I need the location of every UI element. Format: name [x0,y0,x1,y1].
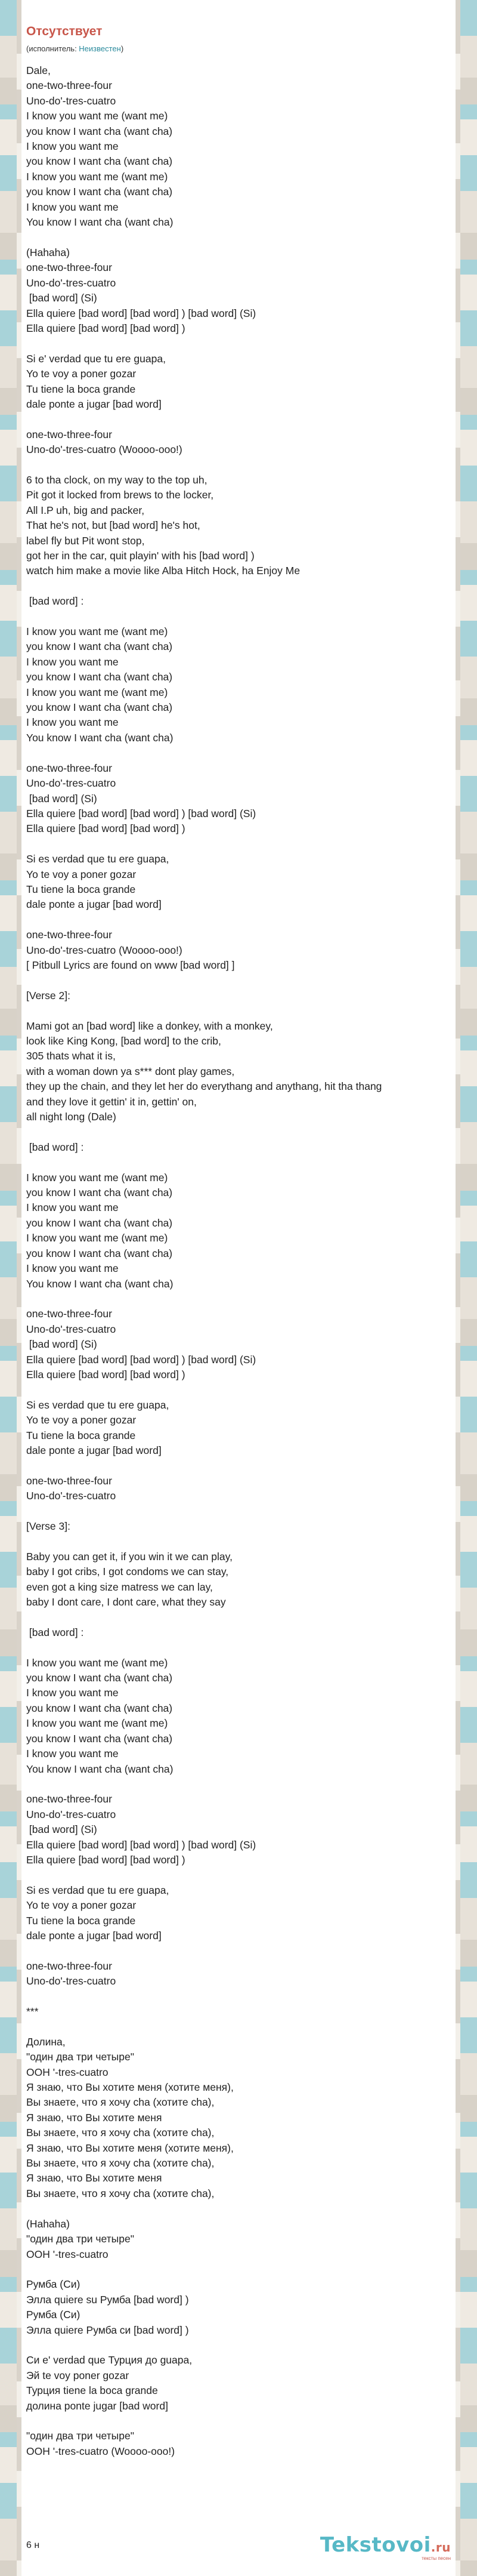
lyrics-blank-line [26,745,451,760]
lyrics-line: dale ponte a jugar [bad word] [26,1444,162,1456]
artist-suffix: ) [120,44,124,53]
lyrics-line: you know I want cha (want cha) [26,671,173,683]
lyrics-line: Румба (Си) [26,2278,80,2291]
lyrics-line: Вы знаете, что я хочу cha (хотите cha), [26,2157,215,2170]
right-inner-border [456,0,460,2576]
lyrics-line: one-two-three-four [26,1308,112,1320]
lyrics-blank-line [26,2338,451,2353]
lyrics-blank-line [26,1292,451,1307]
lyrics-line: you know I want cha (want cha) [26,186,173,198]
lyrics-line: You know I want cha (want cha) [26,1277,174,1290]
lyrics-line: I know you want me [26,1262,119,1275]
lyrics-line: You know I want cha (want cha) [26,731,174,744]
logo-wordmark [320,2534,451,2558]
lyrics-blank-line [26,1124,451,1139]
lyrics-blank-line [26,1640,451,1655]
lyrics-line: one-two-three-four [26,1959,112,1972]
lyrics-line: Yo te voy a poner gozar [26,1899,137,1912]
lyrics-blank-line [26,1155,451,1170]
lyrics-line: one-two-three-four [26,762,112,774]
lyrics-line: [ Pitbull Lyrics are found on www [bad word] ] [26,959,235,971]
lyrics-line: Si e' verdad que tu ere guapa, [26,352,166,365]
lyrics-line: one-two-three-four [26,1793,112,1805]
lyrics-line: Вы знаете, что я хочу cha (хотите cha), [26,2187,215,2199]
lyrics-line: ООН '-tres-cuatro (Woooo-ooo!) [26,2445,175,2457]
lyrics-line: "один два три четыре" [26,2233,134,2245]
lyrics-blank-line [26,1458,451,1473]
lyrics-line: baby I got cribs, I got condoms we can stay, [26,1566,229,1578]
lyrics-line: one-two-three-four [26,261,112,274]
lyrics-line: [bad word] (Si) [26,292,97,304]
lyrics-blank-line [26,336,451,351]
lyrics-line: [bad word] (Si) [26,1338,97,1351]
song-title: Отсутствует [26,24,103,38]
lyrics-line: you know I want cha (want cha) [26,701,173,714]
lyrics-line: (Hahaha) [26,2217,70,2230]
lyrics-line: I know you want me [26,1748,119,1760]
lyrics-blank-line [26,1943,451,1958]
lyrics-line: Uno-do'-tres-cuatro [26,1975,116,1988]
lyrics-line: Я знаю, что Вы хотите меня [26,2172,162,2184]
lyrics-line: all night long (Dale) [26,1111,116,1123]
lyrics-line: you know I want cha (want cha) [26,125,173,137]
lyrics-line: Baby you can get it, if you win it we can play, [26,1550,233,1563]
lyrics-line: baby I dont care, I dont care, what they say [26,1596,226,1609]
lyrics-line: All I.P uh, big and packer, [26,504,145,516]
lyrics-line: Pit got it locked from brews to the locker, [26,489,214,501]
lyrics-line: Ella quiere [bad word] [bad word] ) [26,322,185,334]
lyrics-line: Uno-do'-tres-cuatro [26,276,116,289]
page-count: 6 н [26,2540,40,2550]
lyrics-line: 6 to tha clock, on my way to the top uh, [26,473,207,486]
artist-line [26,44,451,54]
lyrics-line: I know you want me (want me) [26,170,168,183]
lyrics-line: I know you want me (want me) [26,625,168,638]
lyrics-line: [bad word] (Si) [26,1823,97,1836]
lyrics-line: I know you want me [26,1687,119,1699]
lyrics-line: Элла quiere su Румба [bad word] ) [26,2293,189,2306]
lyrics-line: got her in the car, quit playin' with his [bad word] ) [26,550,255,562]
lyrics-line: "один два три четыре" [26,2430,134,2442]
lyrics-blank-line [26,579,451,594]
lyrics-line: Долина, [26,2035,66,2048]
lyrics-line: you know I want cha (want cha) [26,1672,173,1684]
lyrics-line: долина ponte jugar [bad word] [26,2399,168,2412]
lyrics-blank-line [26,837,451,852]
lyrics-line: Uno-do'-tres-cuatro [26,1490,116,1502]
artist-link[interactable]: Неизвестен [79,44,121,53]
lyrics-line: I know you want me (want me) [26,110,168,122]
lyrics-blank-line [26,2262,451,2277]
lyrics-line: Турция tiene la boca grande [26,2384,158,2397]
right-decorative-border [460,0,477,2576]
lyrics-line: Ella quiere [bad word] [bad word] ) [26,1853,185,1866]
lyrics-blank-line [26,913,451,928]
site-logo[interactable] [320,2534,451,2562]
lyrics-line: you know I want cha (want cha) [26,1187,173,1199]
lyrics-line: Uno-do'-tres-cuatro (Woooo-ooo!) [26,443,182,456]
lyrics-line: [bad word] : [26,1626,84,1638]
lyrics-line: ООН '-tres-cuatro [26,2066,109,2078]
lyrics-line: Yo te voy a poner gozar [26,368,137,380]
lyrics-line: Ella quiere [bad word] [bad word] ) [bad word] (Si) [26,807,256,819]
lyrics-blank-line [26,2414,451,2429]
lyrics-blank-line [26,412,451,427]
left-decorative-border [0,0,17,2576]
lyrics-line: I know you want me [26,1201,119,1214]
lyrics-line: *** [26,2005,39,2017]
lyrics-line: Tu tiene la boca grande [26,883,136,895]
lyrics-blank-line [26,2019,451,2034]
lyrics-blank-line [26,2201,451,2216]
lyrics-line: one-two-three-four [26,79,112,92]
lyrics-line: one-two-three-four [26,929,112,941]
lyrics-blank-line [26,458,451,473]
lyrics-line: I know you want me [26,655,119,668]
lyrics-blank-line [26,1868,451,1882]
lyrics-line: 305 thats what it is, [26,1050,116,1062]
lyrics-line: Yo te voy a poner gozar [26,1414,137,1426]
lyrics-line: Uno-do'-tres-cuatro [26,94,116,107]
lyrics-line: you know I want cha (want cha) [26,1216,173,1229]
lyrics-line: I know you want me (want me) [26,686,168,698]
lyrics-line: you know I want cha (want cha) [26,640,173,653]
lyrics-line: You know I want cha (want cha) [26,216,174,229]
lyrics-line: and they love it gettin' it in, gettin' on, [26,1095,197,1108]
lyrics-line: dale ponte a jugar [bad word] [26,898,162,911]
lyrics-line: Si es verdad que tu ere guapa, [26,1398,169,1411]
lyrics-line: Ella quiere [bad word] [bad word] ) [bad word] (Si) [26,1353,256,1366]
page-footer [26,2533,451,2561]
lyrics-line: [bad word] : [26,595,84,608]
lyrics-line: Я знаю, что Вы хотите меня (хотите меня), [26,2081,234,2094]
lyrics-line: Я знаю, что Вы хотите меня [26,2111,162,2124]
lyrics-blank-line [26,609,451,624]
lyrics-line: one-two-three-four [26,1474,112,1487]
artist-prefix: (исполнитель: [26,44,79,53]
lyrics-line: Uno-do'-tres-cuatro (Woooo-ooo!) [26,944,182,956]
lyrics-line: Вы знаете, что я хочу cha (хотите cha), [26,2127,215,2139]
lyrics-line: Si es verdad que tu ere guapa, [26,853,169,865]
lyrics-line: Uno-do'-tres-cuatro [26,1808,116,1820]
left-inner-border [17,0,21,2576]
lyrics-line: Tu tiene la boca grande [26,1914,136,1927]
logo-domain: .ru [430,2540,451,2555]
lyrics-line: I know you want me [26,716,119,729]
lyrics-line: Ella quiere [bad word] [bad word] ) [bad word] (Si) [26,1838,256,1851]
lyrics-line: Элла quiere Румба си [bad word] ) [26,2324,189,2336]
lyrics-line: Si es verdad que tu ere guapa, [26,1884,169,1896]
lyrics-text [26,63,451,2459]
lyrics-line: I know you want me (want me) [26,1717,168,1730]
lyrics-line: you know I want cha (want cha) [26,1247,173,1259]
lyrics-line: ООН '-tres-cuatro [26,2248,109,2260]
lyrics-blank-line [26,1382,451,1397]
lyrics-line: watch him make a movie like Alba Hitch Hock, ha Enjoy Me [26,565,301,577]
lyrics-line: dale ponte a jugar [bad word] [26,1929,162,1942]
lyrics-line: Ella quiere [bad word] [bad word] ) [26,822,185,835]
lyrics-line: Вы знаете, что я хочу cha (хотите cha), [26,2096,215,2109]
lyrics-line: they up the chain, and they let her do everythang and anythang, hit tha thang [26,1080,382,1093]
lyrics-blank-line [26,230,451,245]
lyrics-line: I know you want me [26,201,119,213]
lyrics-line: I know you want me [26,140,119,153]
lyrics-line: I know you want me (want me) [26,1171,168,1184]
lyrics-line: (Hahaha) [26,246,70,258]
lyrics-line: Tu tiene la boca grande [26,1429,136,1441]
lyrics-line: dale ponte a jugar [bad word] [26,398,162,410]
lyrics-blank-line [26,1534,451,1549]
lyrics-blank-line [26,1777,451,1792]
lyrics-line: Tu tiene la boca grande [26,383,136,395]
lyrics-line: "один два три четыре" [26,2051,134,2063]
lyrics-page [26,24,451,2459]
lyrics-line: I know you want me (want me) [26,1232,168,1244]
lyrics-line: [Verse 3]: [26,1520,70,1532]
lyrics-line: even got a king size matress we can lay, [26,1580,213,1593]
lyrics-line: Ella quiere [bad word] [bad word] ) [bad word] (Si) [26,307,256,319]
lyrics-blank-line [26,1504,451,1519]
lyrics-line: you know I want cha (want cha) [26,1702,173,1714]
lyrics-line: I know you want me (want me) [26,1656,168,1669]
lyrics-line: You know I want cha (want cha) [26,1762,174,1775]
lyrics-blank-line [26,1610,451,1625]
lyrics-blank-line [26,1003,451,1018]
lyrics-line: Uno-do'-tres-cuatro [26,777,116,790]
lyrics-line: look like King Kong, [bad word] to the crib, [26,1035,221,1047]
lyrics-blank-line [26,1989,451,2004]
lyrics-line: Uno-do'-tres-cuatro [26,1323,116,1335]
logo-main-text: Tekstovoi [320,2533,431,2557]
lyrics-line: [bad word] (Si) [26,792,97,805]
lyrics-line: you know I want cha (want cha) [26,1732,173,1745]
lyrics-line: [Verse 2]: [26,989,70,1002]
logo-tagline: тексты песен [422,2556,451,2561]
lyrics-line: Ella quiere [bad word] [bad word] ) [26,1368,185,1381]
lyrics-line: Си e' verdad que Турция до guapa, [26,2354,193,2367]
lyrics-line: That he's not, but [bad word] he's hot, [26,519,200,532]
lyrics-line: Румба (Си) [26,2309,80,2321]
lyrics-line: you know I want cha (want cha) [26,155,173,168]
lyrics-line: [bad word] : [26,1141,84,1153]
lyrics-line: with a woman down ya s*** dont play games, [26,1065,235,1077]
lyrics-line: Эй te voy poner gozar [26,2369,129,2381]
lyrics-line: label fly but Pit wont stop, [26,534,145,547]
lyrics-line: Mami got an [bad word] like a donkey, with a monkey, [26,1019,273,1032]
lyrics-blank-line [26,973,451,988]
lyrics-line: one-two-three-four [26,428,112,440]
lyrics-line: Dale, [26,64,51,76]
lyrics-line: Я знаю, что Вы хотите меня (хотите меня), [26,2141,234,2154]
lyrics-line: Yo te voy a poner gozar [26,868,137,880]
